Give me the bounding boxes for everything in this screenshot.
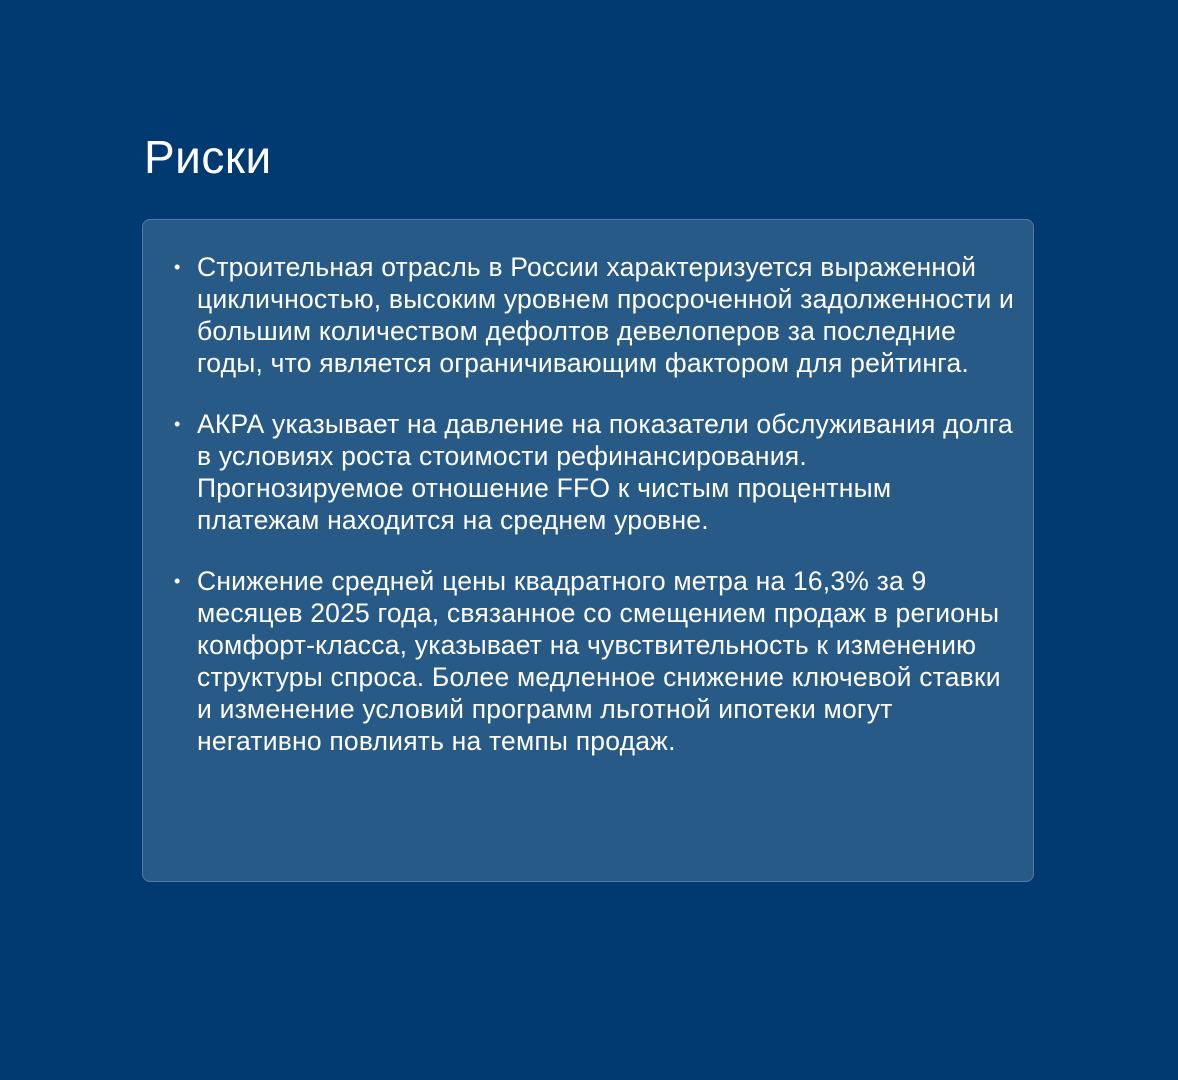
- risks-card: [142, 219, 1034, 882]
- bullet-icon: •: [174, 414, 181, 434]
- list-item: [174, 408, 1015, 536]
- bullet-icon: •: [174, 257, 181, 277]
- list-item: [174, 565, 1015, 757]
- risk-text: Снижение средней цены квадратного метра на 16,3% за 9 месяцев 2025 года, связанное со смещением продаж в регионы комфорт-класса, указывает на чувствительность к изменению структуры спроса. Более медленное снижение ключевой ставки и изменение условий программ льготной ипотеки могут негативно повлиять на темпы продаж.: [197, 566, 1001, 756]
- risk-text: Строительная отрасль в России характеризуется выраженной цикличностью, высоким уровнем просроченной задолженности и большим количеством дефолтов девелоперов за последние годы, что является ограничивающим фактором для рейтинга.: [197, 252, 1015, 378]
- page-title: Риски: [144, 131, 272, 183]
- risks-list: [174, 251, 1015, 757]
- bullet-icon: •: [174, 571, 181, 591]
- list-item: [174, 251, 1015, 379]
- risk-text: АКРА указывает на давление на показатели обслуживания долга в условиях роста стоимости рефинансирования. Прогнозируемое отношение FFO к чистым процентным платежам находится на среднем уровне.: [197, 409, 1013, 535]
